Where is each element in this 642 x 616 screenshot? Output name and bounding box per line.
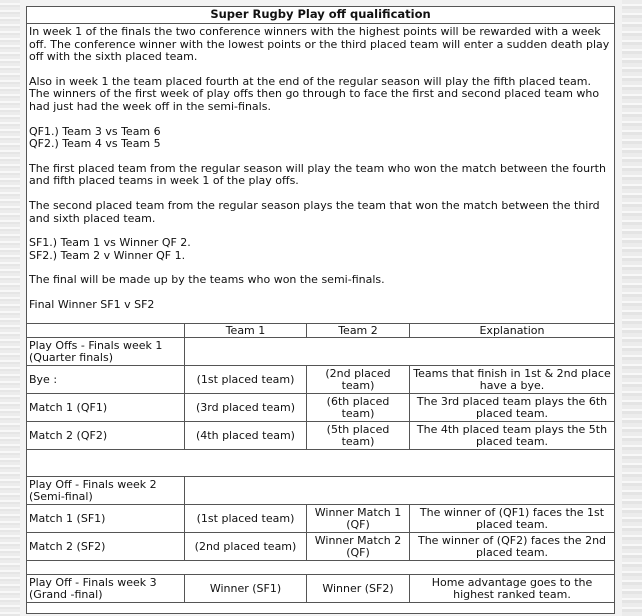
team-2-cell: Winner Match 2 (QF) — [307, 533, 410, 561]
paper-edge-right — [622, 0, 642, 616]
explanation-cell: The winner of (QF1) faces the 1st placed team. — [410, 505, 614, 533]
intro-text — [27, 24, 614, 324]
intro-paragraph-1: In week 1 of the finals the two conference winners with the highest points will be rewarded with a week off. The conference winner with the lowest points or the third placed team will enter a sudden death play off with the sixth placed team. — [29, 25, 610, 64]
header-team-1: Team 1 — [185, 324, 307, 338]
sf2-line: SF2.) Team 2 v Winner QF 1. — [29, 248, 186, 262]
stage-row-week-1 — [27, 338, 614, 366]
playoff-document — [26, 6, 615, 614]
explanation-cell: The 4th placed team plays the 5th placed team. — [410, 422, 614, 450]
team-1-cell: Winner (SF1) — [185, 575, 307, 603]
explanation-cell: The 3rd placed team plays the 6th placed team. — [410, 394, 614, 422]
team-1-cell: (4th placed team) — [185, 422, 307, 450]
row-label: Match 2 (SF2) — [27, 533, 185, 561]
team-2-cell: (6th placed team) — [307, 394, 410, 422]
team-1-cell: (3rd placed team) — [185, 394, 307, 422]
team-2-cell: (5th placed team) — [307, 422, 410, 450]
header-team-2: Team 2 — [307, 324, 410, 338]
intro-paragraph-3: The first placed team from the regular season will play the team who won the match between the fourth and fifth placed teams in week 1 of the play offs. — [29, 161, 606, 188]
spacer-row — [27, 561, 614, 575]
qf2-line: QF2.) Team 4 vs Team 5 — [29, 137, 161, 151]
table-row — [27, 505, 614, 533]
semi-final-list — [29, 237, 612, 262]
stage-row-week-3 — [27, 575, 614, 603]
stage-label: Play Offs - Finals week 1 (Quarter finals) — [27, 338, 185, 366]
table-header-row — [27, 324, 614, 338]
final-line: Final Winner SF1 v SF2 — [29, 297, 155, 311]
intro-paragraph-2: Also in week 1 the team placed fourth at the end of the regular season will play the fifth placed team. The winners of the first week of play offs then go through to face the first and second placed team who had just had the week off in the semi-finals. — [29, 74, 600, 113]
team-1-cell: (1st placed team) — [185, 366, 307, 394]
table-row — [27, 366, 614, 394]
explanation-cell: The winner of (QF2) faces the 2nd placed team. — [410, 533, 614, 561]
paper-edge-left — [0, 0, 20, 616]
quarter-final-list — [29, 126, 612, 151]
page-title: Super Rugby Play off qualification — [27, 7, 614, 24]
explanation-cell: Home advantage goes to the highest ranked team. — [410, 575, 614, 603]
sf1-line: SF1.) Team 1 vs Winner QF 2. — [29, 236, 191, 250]
table-row — [27, 394, 614, 422]
row-label: Match 1 (QF1) — [27, 394, 185, 422]
intro-paragraph-5: The final will be made up by the teams who won the semi-finals. — [29, 273, 385, 287]
team-2-cell: Winner Match 1 (QF) — [307, 505, 410, 533]
spacer-row — [27, 450, 614, 477]
team-2-cell: Winner (SF2) — [307, 575, 410, 603]
team-1-cell: (2nd placed team) — [185, 533, 307, 561]
playoff-table — [27, 324, 614, 603]
stage-row-week-2 — [27, 477, 614, 505]
row-label: Match 1 (SF1) — [27, 505, 185, 533]
header-cell — [27, 324, 185, 338]
header-explanation: Explanation — [410, 324, 614, 338]
explanation-cell: Teams that finish in 1st & 2nd place have a bye. — [410, 366, 614, 394]
stage-label: Play Off - Finals week 2 (Semi-final) — [27, 477, 185, 505]
team-1-cell: (1st placed team) — [185, 505, 307, 533]
table-row — [27, 533, 614, 561]
table-row — [27, 422, 614, 450]
intro-paragraph-4: The second placed team from the regular season plays the team that won the match between the third and sixth placed team. — [29, 198, 600, 225]
stage-label: Play Off - Finals week 3 (Grand -final) — [27, 575, 185, 603]
qf1-line: QF1.) Team 3 vs Team 6 — [29, 124, 161, 138]
row-label: Bye : — [27, 366, 185, 394]
team-2-cell: (2nd placed team) — [307, 366, 410, 394]
row-label: Match 2 (QF2) — [27, 422, 185, 450]
